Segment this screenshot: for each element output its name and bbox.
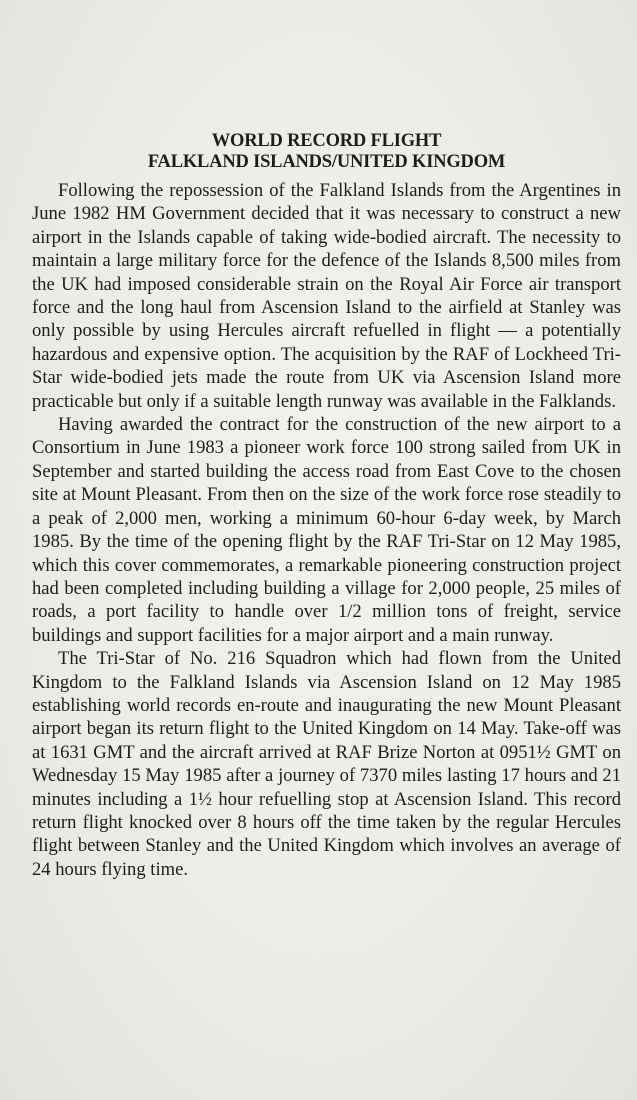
paragraph-2: Having awarded the contract for the construction of the new airport to a Consortium in June 1983 a pioneer work force 100 strong sailed from UK in September and started building the access road from East Cove to the chosen site at Mount Pleasant. From then on the size of the work force rose steadily to a peak of 2,000 men, working a minimum 60-hour 6-day week, by March 1985. By the time of the opening flight by the RAF Tri-Star on 12 May 1985, which this cover commemorates, a remarkable pioneering construction project had been completed including building a village for 2,000 people, 25 miles of roads, a port facility to handle over 1/2 million tons of freight, service buildings and support facilities for a major airport and a main runway. bbox=[32, 414, 621, 646]
paragraph-3: The Tri-Star of No. 216 Squadron which had flown from the United Kingdom to the Falkland Islands via Ascension Island on 12 May 1985 establishing world records en-route and inaugurating the new Mount Pleasant airport began its return flight to the United Kingdom on 14 May. Take-off was at 1631 GMT and the aircraft arrived at RAF Brize Norton at 0951½ GMT on Wednesday 15 May 1985 after a journey of 7370 miles lasting 17 hours and 21 minutes including a 1½ hour refuelling stop at Ascension Island. This record return flight knocked over 8 hours off the time taken by the regular Hercules flight between Stanley and the United Kingdom which involves an average of 24 hours flying time. bbox=[32, 648, 621, 880]
paragraph-1: Following the repossession of the Falkland Islands from the Argentines in June 1982 HM Government decided that it was necessary to construct a new airport in the Islands capable of taking wide-bodied aircraft. The necessity to maintain a large military force for the defence of the Islands 8,500 miles from the UK had imposed considerable strain on the Royal Air Force air transport force and the long haul from Ascension Island to the airfield at Stanley was only possible by using Hercules aircraft refuelled in flight — a potentially hazardous and expensive option. The acquisition by the RAF of Lockheed Tri-Star wide-bodied jets made the route from UK via Ascension Island more practicable but only if a suitable length runway was available in the Falklands. bbox=[32, 180, 621, 412]
title-line-2: FALKLAND ISLANDS/UNITED KINGDOM bbox=[147, 152, 506, 172]
document-title bbox=[32, 131, 621, 173]
title-line-1: WORLD RECORD FLIGHT bbox=[211, 131, 442, 151]
document-text bbox=[32, 131, 621, 881]
